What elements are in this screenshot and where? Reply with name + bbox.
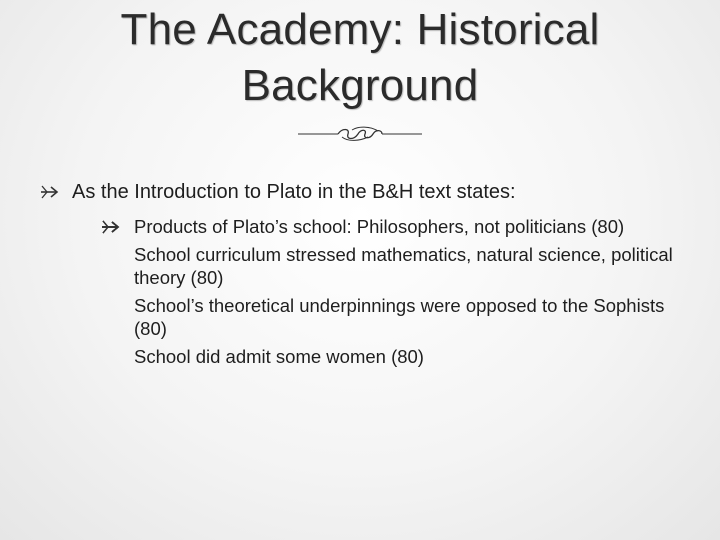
list-item-text: School’s theoretical underpinnings were opposed to the Sophists (80) [134,294,665,339]
list-item-text: School did admit some women (80) [134,345,424,367]
list-item [134,215,680,239]
list-item [134,243,680,290]
flourish-divider-icon [298,124,422,144]
slide-title: The Academy: Historical Background [120,5,600,110]
bullet-level2-list [40,215,680,368]
list-item [134,294,680,341]
bullet-level1-text: As the Introduction to Plato in the B&H text states: [72,181,516,203]
list-item [134,345,680,369]
arrow-bullet-icon [101,218,123,236]
arrow-bullet-icon [40,183,62,201]
bullet-content [40,178,680,368]
list-item-text: School curriculum stressed mathematics, natural science, political theory (80) [134,243,673,288]
bullet-level1 [40,178,680,206]
list-item-text: Products of Plato’s school: Philosophers, not politicians (80) [134,216,625,237]
